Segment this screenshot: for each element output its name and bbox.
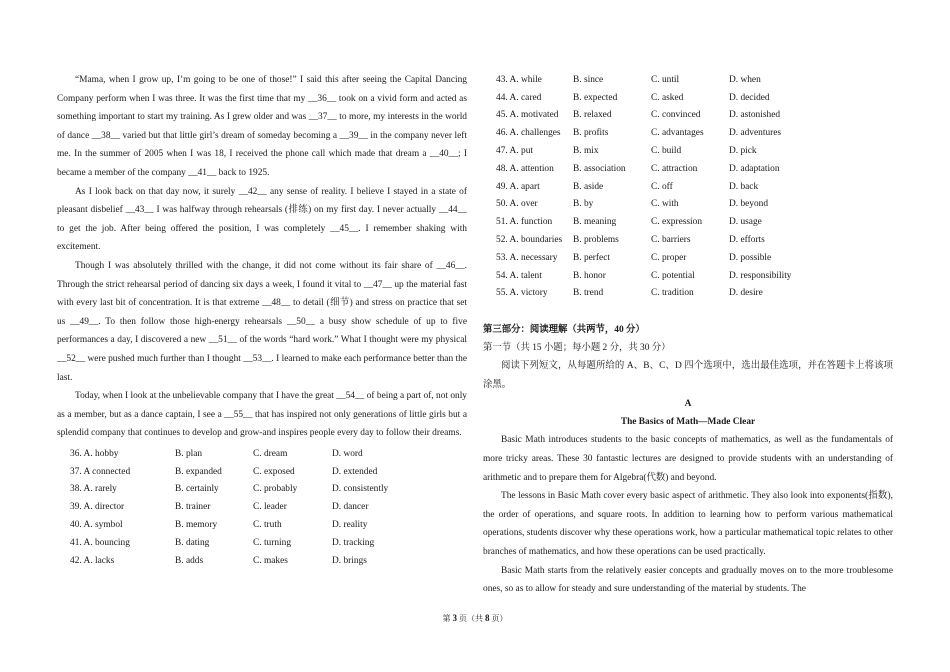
option-d: D. pick bbox=[729, 146, 757, 157]
option-a: 47. A. put bbox=[496, 146, 533, 157]
option-a: 49. A. apart bbox=[496, 181, 540, 192]
option-row bbox=[57, 445, 388, 463]
option-c: C. build bbox=[651, 146, 682, 157]
option-row bbox=[57, 498, 388, 516]
option-b: B. relaxed bbox=[573, 110, 612, 121]
option-b: B. perfect bbox=[573, 252, 610, 263]
option-d: D. brings bbox=[332, 555, 367, 566]
option-c: C. barriers bbox=[651, 235, 691, 246]
option-d: D. desire bbox=[729, 288, 763, 299]
option-row bbox=[483, 267, 792, 285]
option-d: D. possible bbox=[729, 252, 772, 263]
option-row bbox=[483, 196, 792, 214]
option-b: B. certainly bbox=[175, 484, 219, 495]
option-c: C. expression bbox=[651, 217, 703, 228]
right-column bbox=[483, 71, 893, 599]
option-d: D. decided bbox=[729, 92, 770, 103]
option-row bbox=[483, 285, 792, 303]
option-c: C. tradition bbox=[651, 288, 694, 299]
option-row bbox=[57, 534, 388, 552]
option-row bbox=[57, 480, 388, 498]
option-row bbox=[483, 213, 792, 231]
option-b: B. problems bbox=[573, 235, 619, 246]
option-b: B. mix bbox=[573, 146, 599, 157]
passage-letter: A bbox=[684, 398, 692, 409]
option-d: D. beyond bbox=[729, 199, 769, 210]
option-c: C. exposed bbox=[253, 466, 295, 477]
option-a: 37. A connected bbox=[70, 466, 131, 477]
option-c: C. turning bbox=[253, 537, 292, 548]
option-d: D. responsibility bbox=[729, 270, 792, 281]
option-a: 54. A. talent bbox=[496, 270, 542, 281]
option-row bbox=[57, 552, 388, 570]
option-c: C. dream bbox=[253, 448, 288, 459]
option-b: B. association bbox=[573, 163, 626, 174]
option-b: B. meaning bbox=[573, 217, 617, 228]
option-a: 43. A. while bbox=[496, 74, 542, 85]
option-d: D. astonished bbox=[729, 110, 781, 121]
footer-suffix: 页） bbox=[491, 614, 508, 623]
reading-paragraph-2: The lessons in Basic Math cover every basic aspect of arithmetic. They also look into exponents(指数), the order of operations, and square roots. In addition to learning how to perform various mathematical operations, students discover why these operations work, how a particular mathematical topic relates to other branches of mathematics, and how these operations can be used practically. bbox=[483, 491, 893, 557]
option-d: D. usage bbox=[729, 217, 762, 228]
reading-paragraph-1: Basic Math introduces students to the basic concepts of mathematics, as well as the fundamentals of more tricky areas. These 30 fantastic lectures are designed to provide students with an understanding of arithmetic and to prepare them for Algebra(代数) and beyond. bbox=[483, 435, 893, 483]
option-row bbox=[483, 160, 792, 178]
option-a: 55. A. victory bbox=[496, 288, 548, 299]
reading-paragraph-3: Basic Math starts from the relatively easier concepts and gradually moves on to the more troublesome ones, so as to allow for steady and sure understanding of the material by students. The bbox=[483, 565, 893, 595]
option-c: C. advantages bbox=[651, 128, 704, 139]
subsection-heading: 第一节（共 15 小题；每小题 2 分，共 30 分） bbox=[483, 343, 671, 354]
option-c: C. truth bbox=[253, 519, 282, 530]
option-c: C. convinced bbox=[651, 110, 701, 121]
option-row bbox=[483, 142, 792, 160]
option-a: 50. A. over bbox=[496, 199, 538, 210]
option-a: 39. A. director bbox=[70, 502, 125, 513]
option-d: D. word bbox=[332, 448, 363, 459]
option-row bbox=[483, 107, 792, 125]
option-row bbox=[57, 516, 388, 534]
option-c: C. proper bbox=[651, 252, 687, 263]
footer-page-number: 3 bbox=[452, 613, 457, 623]
option-a: 41. A. bouncing bbox=[70, 537, 130, 548]
option-a: 45. A. motivated bbox=[496, 110, 559, 121]
option-a: 44. A. cared bbox=[496, 92, 542, 103]
option-d: D. extended bbox=[332, 466, 378, 477]
option-a: 53. A. necessary bbox=[496, 252, 558, 263]
footer-prefix: 第 bbox=[442, 614, 451, 623]
option-a: 42. A. lacks bbox=[70, 555, 115, 566]
option-row bbox=[57, 463, 388, 481]
option-b: B. profits bbox=[573, 128, 609, 139]
option-a: 48. A. attention bbox=[496, 163, 554, 174]
option-d: D. when bbox=[729, 74, 761, 85]
option-d: D. back bbox=[729, 181, 759, 192]
passage-paragraph-1: “Mama, when I grow up, I’m going to be one of those!” I said this after seeing the Capital Dancing Company perform when I was three. It was the first time that my __36__ took on a vivid form and acted as something important to start my training. As I grew older and was __37__ to more, my interests in the world of dance __38__ varied but that little girl’s dream of someday becoming a __39__ in the company never left me. In the summer of 2005 when I was 18, I received the phone call which made that dream a __40__; I became a member of the company __41__ back to 1925. bbox=[57, 75, 467, 178]
option-row bbox=[483, 178, 792, 196]
option-b: B. adds bbox=[175, 555, 204, 566]
passage-paragraph-2: As I look back on that day now, it surely __42__ any sense of reality. I believe I stayed in a state of pleasant disbelief __43__ I was halfway through rehearsals (排练) on my first day. I never actually __44__ to get the job. After being offered the position, I was completely __45__. I remember shaking with excitement. bbox=[57, 186, 467, 253]
option-a: 52. A. boundaries bbox=[496, 235, 563, 246]
option-b: B. expanded bbox=[175, 466, 222, 477]
option-c: C. leader bbox=[253, 502, 287, 513]
option-b: B. trainer bbox=[175, 502, 211, 513]
option-d: D. adaptation bbox=[729, 163, 780, 174]
option-d: D. tracking bbox=[332, 537, 375, 548]
option-a: 46. A. challenges bbox=[496, 128, 561, 139]
section-heading: 第三部分：阅读理解（共两节，40 分） bbox=[483, 325, 645, 336]
option-c: C. attraction bbox=[651, 163, 698, 174]
cloze-options-right bbox=[483, 71, 792, 302]
option-d: D. reality bbox=[332, 519, 368, 530]
option-c: C. potential bbox=[651, 270, 695, 281]
option-c: C. probably bbox=[253, 484, 298, 495]
option-c: C. off bbox=[651, 181, 673, 192]
option-b: B. aside bbox=[573, 181, 604, 192]
option-a: 51. A. function bbox=[496, 217, 553, 228]
page-footer bbox=[0, 613, 950, 624]
option-b: B. expected bbox=[573, 92, 618, 103]
option-row bbox=[483, 231, 792, 249]
option-b: B. since bbox=[573, 74, 604, 85]
passage-paragraph-3: Though I was absolutely thrilled with the change, it did not come without its fair share of __46__. Through the strict rehearsal period of dancing six days a week, I found it vital to __47__ up the material fast with every last bit of concentration. It is that extreme __48__ to detail (细节) and stress on practice that set us __49__. To then follow those high-energy rehearsals __50__ a busy show schedule of up to five performances a day, I discovered a new __51__ of the words “hard work.” What I thought were my physical __52__ were pushed much further than I thought __53__. I learned to make each performance better than the last. bbox=[57, 260, 467, 383]
option-c: C. makes bbox=[253, 555, 288, 566]
option-b: B. trend bbox=[573, 288, 604, 299]
footer-middle: 页（共 bbox=[459, 614, 483, 623]
option-c: C. with bbox=[651, 199, 679, 210]
option-b: B. by bbox=[573, 199, 594, 210]
option-d: D. efforts bbox=[729, 235, 765, 246]
option-b: B. memory bbox=[175, 519, 218, 530]
option-a: 38. A. rarely bbox=[70, 484, 117, 495]
option-c: C. until bbox=[651, 74, 680, 85]
option-d: D. dancer bbox=[332, 502, 369, 513]
option-d: D. adventures bbox=[729, 128, 782, 139]
option-b: B. plan bbox=[175, 448, 203, 459]
option-row bbox=[483, 71, 792, 89]
option-row bbox=[483, 249, 792, 267]
left-column bbox=[57, 71, 467, 569]
cloze-options-left bbox=[57, 445, 388, 570]
option-d: D. consistently bbox=[332, 484, 389, 495]
reading-instruction: 阅读下列短文，从每题所给的 A、B、C、D 四个选项中，选出最佳选项，并在答题卡上将该项涂黑。 bbox=[483, 361, 893, 390]
option-row bbox=[483, 124, 792, 142]
option-c: C. asked bbox=[651, 92, 684, 103]
option-row bbox=[483, 89, 792, 107]
passage-title: The Basics of Math—Made Clear bbox=[620, 416, 756, 427]
option-a: 36. A. hobby bbox=[70, 448, 119, 459]
footer-total-pages: 8 bbox=[485, 613, 490, 623]
option-b: B. dating bbox=[175, 537, 210, 548]
option-a: 40. A. symbol bbox=[70, 519, 123, 530]
option-b: B. honor bbox=[573, 270, 606, 281]
passage-paragraph-4: Today, when I look at the unbelievable company that I have the great __54__ of being a part of, not only as a member, but as a dance captain, I see a __55__ that has inspired not only generations of little girls but a splendid company that continues to develop and grow-and inspires people every day to follow their dreams. bbox=[57, 391, 467, 439]
